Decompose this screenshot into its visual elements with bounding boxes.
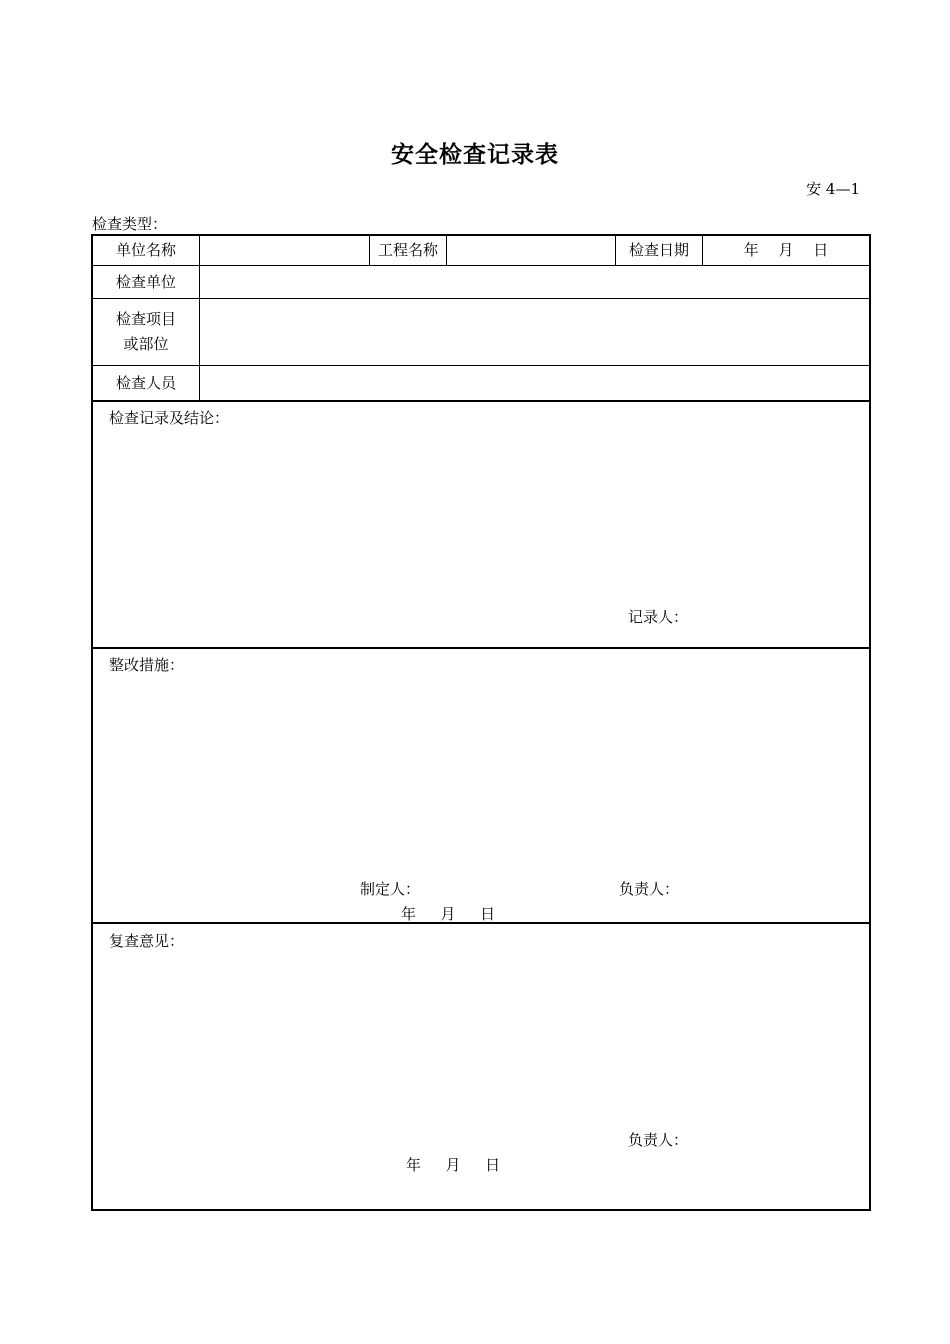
inspection-form-table <box>91 234 871 1211</box>
review-section-label: 复查意见： <box>109 932 185 950</box>
inspection-item-label <box>93 299 199 365</box>
inspection-item-label-line1: 检查项目 <box>115 310 176 328</box>
form-code: 安 4—1 <box>806 180 860 198</box>
inspection-date-field[interactable]: 年 月 日 <box>743 241 829 259</box>
rectification-responsible-label: 负责人： <box>619 880 680 898</box>
project-name-field[interactable] <box>447 236 615 265</box>
inspection-item-field[interactable] <box>200 299 869 365</box>
inspection-date-label: 检查日期 <box>628 241 689 259</box>
inspectors-field[interactable] <box>200 366 869 400</box>
author-label: 制定人： <box>360 880 421 898</box>
document-title: 安全检查记录表 <box>391 142 559 168</box>
review-date: 年 月 日 <box>406 1156 501 1174</box>
rectification-section-label: 整改措施： <box>109 656 185 674</box>
rectification-date: 年 月 日 <box>401 905 496 923</box>
section-divider <box>93 400 869 402</box>
review-responsible-label: 负责人： <box>628 1131 689 1149</box>
project-name-label: 工程名称 <box>377 241 438 259</box>
record-section-label: 检查记录及结论： <box>109 409 230 427</box>
recorder-label: 记录人： <box>628 608 689 626</box>
inspecting-unit-field[interactable] <box>200 266 869 298</box>
inspectors-label: 检查人员 <box>115 373 176 392</box>
section-divider <box>93 647 869 649</box>
inspection-type-label: 检查类型： <box>92 215 168 233</box>
unit-name-label: 单位名称 <box>115 241 176 259</box>
inspection-item-label-line2: 或部位 <box>123 335 169 353</box>
unit-name-field[interactable] <box>200 236 369 265</box>
inspecting-unit-label: 检查单位 <box>115 272 176 291</box>
